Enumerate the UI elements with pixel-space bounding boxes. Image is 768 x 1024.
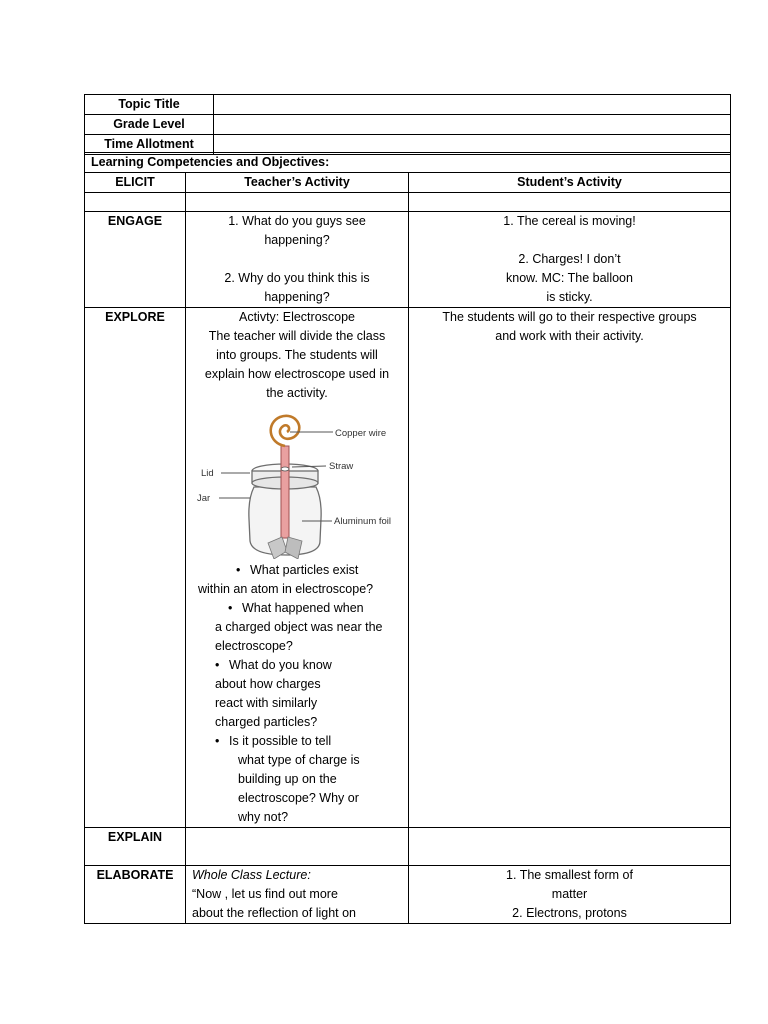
elaborate-teacher-line: about the reflection of light on <box>192 906 357 920</box>
engage-teacher-line: 2. Why do you think this is <box>224 271 370 285</box>
engage-student-cell <box>409 212 731 308</box>
straw-icon <box>281 446 289 538</box>
question-line: react with similarly <box>215 696 318 710</box>
explore-intro <box>186 308 408 403</box>
time-allotment-label: Time Allotment <box>85 135 214 155</box>
engage-teacher-line: happening? <box>264 290 330 304</box>
explore-intro-line: explain how electroscope used in <box>204 367 390 381</box>
engage-student-line: is sticky. <box>546 290 593 304</box>
explain-student-cell <box>409 828 731 866</box>
explore-questions <box>186 561 408 827</box>
elicit-empty-cell <box>85 193 186 212</box>
question-line: charged particles? <box>215 715 318 729</box>
elaborate-student-line: 2. Electrons, protons <box>512 906 627 920</box>
question-line: electroscope? <box>215 639 293 653</box>
bullet-icon <box>228 601 242 615</box>
elaborate-teacher-cell <box>186 866 409 924</box>
question-line: why not? <box>238 810 289 824</box>
engage-student-line: know. MC: The balloon <box>506 271 633 285</box>
teacher-activity-header: Teacher’s Activity <box>186 173 409 193</box>
question-line: building up on the <box>238 772 337 786</box>
elaborate-student-line: matter <box>551 887 588 901</box>
elaborate-teacher-line: Whole Class Lecture: <box>192 868 311 882</box>
explain-teacher-cell <box>186 828 409 866</box>
explore-intro-line: into groups. The students will <box>216 348 378 362</box>
copper-wire-icon <box>271 416 300 446</box>
copper-wire-label: Copper wire <box>335 428 387 439</box>
engage-student-spacer <box>409 231 730 250</box>
elaborate-label: ELABORATE <box>85 866 186 924</box>
explore-label: EXPLORE <box>85 308 186 828</box>
explain-label: EXPLAIN <box>85 828 186 866</box>
question-line: within an atom in electroscope? <box>198 582 374 596</box>
elicit-student-cell <box>409 193 731 212</box>
competencies-label: Learning Competencies and Objectives: <box>85 153 731 173</box>
jar-label: Jar <box>197 493 211 504</box>
explore-intro-line: Activty: Electroscope <box>238 310 355 324</box>
activities-table <box>84 152 731 924</box>
grade-level-value <box>214 115 731 135</box>
aluminum-foil-label: Aluminum foil <box>334 516 392 527</box>
explore-intro-line: The teacher will divide the class <box>208 329 386 343</box>
engage-teacher-spacer <box>186 250 408 269</box>
explore-student-cell <box>409 308 731 828</box>
engage-student-line: 1. The cereal is moving! <box>503 214 636 228</box>
question-line: a charged object was near the <box>215 620 383 634</box>
question-line: what type of charge is <box>238 753 360 767</box>
engage-teacher-line: 1. What do you guys see <box>228 214 366 228</box>
grade-level-label: Grade Level <box>85 115 214 135</box>
question-line: What particles exist <box>250 563 359 577</box>
question-3 <box>186 656 408 732</box>
header-table <box>84 94 731 155</box>
engage-teacher-cell <box>186 212 409 308</box>
student-activity-header: Student’s Activity <box>409 173 731 193</box>
question-2 <box>186 599 408 656</box>
straw-label: Straw <box>329 461 354 472</box>
elicit-teacher-cell <box>186 193 409 212</box>
question-line: about how charges <box>215 677 321 691</box>
engage-student-line: 2. Charges! I don’t <box>518 252 621 266</box>
bullet-icon <box>215 734 229 748</box>
question-line: Is it possible to tell <box>229 734 332 748</box>
question-1 <box>186 561 408 599</box>
explore-student-line: and work with their activity. <box>495 329 644 343</box>
question-4 <box>186 732 408 827</box>
elicit-label: ELICIT <box>85 173 186 193</box>
elaborate-student-cell <box>409 866 731 924</box>
explore-teacher-cell <box>186 308 409 828</box>
question-line: electroscope? Why or <box>238 791 359 805</box>
question-line: What happened when <box>242 601 364 615</box>
engage-label: ENGAGE <box>85 212 186 308</box>
topic-title-value <box>214 95 731 115</box>
bullet-icon <box>215 658 229 672</box>
explore-intro-line: the activity. <box>266 386 328 400</box>
topic-title-label: Topic Title <box>85 95 214 115</box>
bullet-icon <box>236 563 250 577</box>
lid-label: Lid <box>201 468 214 479</box>
elaborate-student-line: 1. The smallest form of <box>506 868 633 882</box>
electroscope-diagram <box>186 409 408 559</box>
engage-teacher-line: happening? <box>264 233 330 247</box>
explore-student-line: The students will go to their respective groups <box>442 310 697 324</box>
question-line: What do you know <box>229 658 332 672</box>
elaborate-teacher-line: “Now , let us find out more <box>192 887 338 901</box>
